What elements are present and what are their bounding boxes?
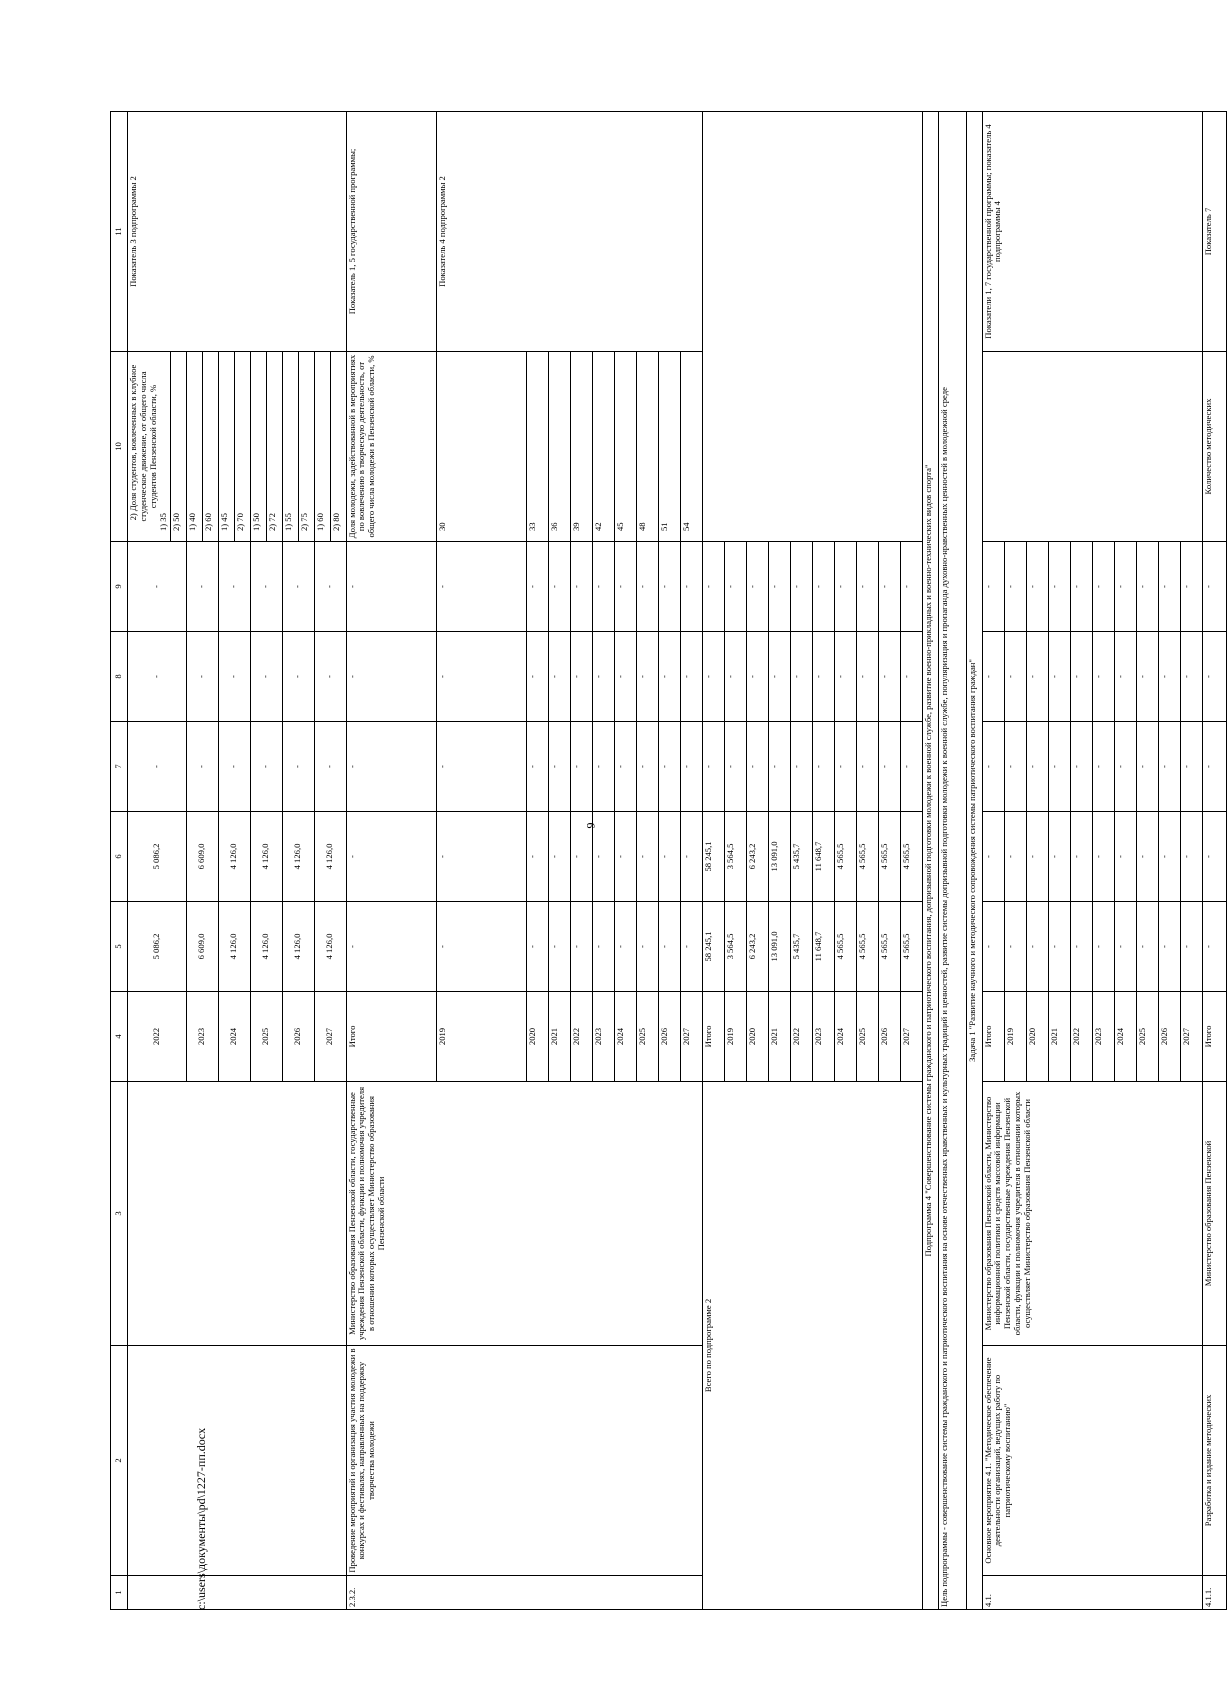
table-row <box>982 112 1004 1610</box>
total-funding-cell: - <box>1136 902 1158 992</box>
column-number: 1 <box>111 1576 128 1610</box>
local-budget-cell: - <box>592 632 614 722</box>
column-number: 2 <box>111 1346 128 1576</box>
regional-budget-cell: - <box>982 812 1004 902</box>
note-cell: Показатель 3 подпрограммы 2 <box>128 112 347 352</box>
federal-budget-cell: - <box>1092 722 1114 812</box>
year-cell: 2021 <box>548 992 570 1082</box>
table-row <box>702 112 724 1610</box>
year-cell: 2024 <box>218 992 250 1082</box>
indicator-value-cell: 42 <box>592 352 614 542</box>
indicator-value-cell: 45 <box>614 352 636 542</box>
total-funding-cell: - <box>636 902 658 992</box>
column-number: 3 <box>111 1082 128 1346</box>
year-cell: 2024 <box>614 992 636 1082</box>
total-funding-cell: - <box>526 902 548 992</box>
federal-budget-cell: - <box>834 722 856 812</box>
total-funding-cell: 5 086,2 <box>128 902 187 992</box>
extrabudgetary-cell: - <box>636 542 658 632</box>
local-budget-cell: - <box>548 632 570 722</box>
column-number: 11 <box>111 112 128 352</box>
column-number: 7 <box>111 722 128 812</box>
year-cell: 2025 <box>636 992 658 1082</box>
extrabudgetary-cell: - <box>614 542 636 632</box>
indicator-name-cell: Доля молодежи, задействованной в мероприятиях по вовлечению в творческую деятельность, от общего числа молодежи в Пензенской области, % <box>346 352 436 542</box>
subprogram-total-label: Всего по подпрограмме 2 <box>702 1082 922 1610</box>
indicator-label: 2) Доля студентов, вовлеченных в клубное студенческое движение, от общего числа студентов Пензенской области, % <box>128 364 158 522</box>
extrabudgetary-cell: - <box>186 542 218 632</box>
total-funding-cell: - <box>1026 902 1048 992</box>
federal-budget-cell: - <box>900 722 922 812</box>
year-cell: 2023 <box>592 992 614 1082</box>
local-budget-cell: - <box>878 632 900 722</box>
year-cell: 2020 <box>746 992 768 1082</box>
regional-budget-cell: 13 091,0 <box>768 812 790 902</box>
indicator-value-cell: 1) 60 <box>314 352 330 542</box>
column-number: 10 <box>111 352 128 542</box>
regional-budget-cell: 4 126,0 <box>314 812 346 902</box>
indicator-value-cell: 2) 70 <box>234 352 250 542</box>
extrabudgetary-cell: - <box>1202 542 1226 632</box>
federal-budget-cell: - <box>186 722 218 812</box>
total-funding-cell: - <box>592 902 614 992</box>
regional-budget-cell: - <box>1048 812 1070 902</box>
regional-budget-cell: - <box>1092 812 1114 902</box>
local-budget-cell: - <box>526 632 548 722</box>
indicator-value-cell: 1) 55 <box>282 352 298 542</box>
page-number: 9 <box>583 822 598 829</box>
regional-budget-cell: - <box>1004 812 1026 902</box>
extrabudgetary-cell: - <box>1136 542 1158 632</box>
total-funding-cell: - <box>346 902 436 992</box>
federal-budget-cell: - <box>1070 722 1092 812</box>
local-budget-cell: - <box>1026 632 1048 722</box>
year-cell: 2025 <box>856 992 878 1082</box>
regional-budget-cell: 4 565,5 <box>878 812 900 902</box>
local-budget-cell: - <box>746 632 768 722</box>
total-funding-cell: 58 245,1 <box>702 902 724 992</box>
extrabudgetary-cell: - <box>982 542 1004 632</box>
year-cell: 2020 <box>526 992 548 1082</box>
column-number: 9 <box>111 542 128 632</box>
regional-budget-cell: 4 565,5 <box>834 812 856 902</box>
local-budget-cell: - <box>1048 632 1070 722</box>
activities-table <box>110 111 1227 1610</box>
row-number-cell: 4.1. <box>982 1576 1202 1610</box>
activity-name-cell <box>128 1346 347 1576</box>
extrabudgetary-cell: - <box>658 542 680 632</box>
federal-budget-cell: - <box>680 722 702 812</box>
table-row <box>922 112 938 1610</box>
total-funding-cell: - <box>1092 902 1114 992</box>
federal-budget-cell: - <box>614 722 636 812</box>
regional-budget-cell: 4 565,5 <box>856 812 878 902</box>
federal-budget-cell: - <box>526 722 548 812</box>
extrabudgetary-cell: - <box>812 542 834 632</box>
regional-budget-cell: 3 564,5 <box>724 812 746 902</box>
table-row <box>966 112 982 1610</box>
table-row <box>128 112 171 1610</box>
local-budget-cell: - <box>790 632 812 722</box>
year-cell: 2026 <box>282 992 314 1082</box>
extrabudgetary-cell: - <box>878 542 900 632</box>
regional-budget-cell: 5 086,2 <box>128 812 187 902</box>
extrabudgetary-cell: - <box>1004 542 1026 632</box>
year-cell: 2019 <box>724 992 746 1082</box>
indicator-name-cell: Количество методических <box>1202 352 1226 542</box>
regional-budget-cell: 6 609,0 <box>186 812 218 902</box>
local-budget-cell: - <box>570 632 592 722</box>
activity-name-cell: Проведение мероприятий и организация участия молодежи в конкурсах и фестивалях, направленных на поддержку творчества молодежи <box>346 1346 702 1576</box>
local-budget-cell: - <box>1004 632 1026 722</box>
extrabudgetary-cell: - <box>1048 542 1070 632</box>
regional-budget-cell: 5 435,7 <box>790 812 812 902</box>
year-cell: 2019 <box>436 992 526 1082</box>
year-cell: 2026 <box>878 992 900 1082</box>
indicator-value-cell: 2) 80 <box>330 352 346 542</box>
table-row <box>346 112 436 1610</box>
extrabudgetary-cell: - <box>128 542 187 632</box>
subprogram-goal: Цель подпрограммы - совершенствование системы гражданского и патриотического воспитания на основе отечественных нравственных и культурных традиций и ценностей, развитие системы допризывной подготовки молодежи к военной службе, популяризация и пропаганда духовно-нравственных ценностей в молодежной среде <box>938 112 966 1610</box>
extrabudgetary-cell: - <box>1070 542 1092 632</box>
year-cell: 2019 <box>1004 992 1026 1082</box>
federal-budget-cell: - <box>1004 722 1026 812</box>
regional-budget-cell: - <box>1158 812 1180 902</box>
federal-budget-cell: - <box>1048 722 1070 812</box>
local-budget-cell: - <box>1180 632 1202 722</box>
year-cell: 2025 <box>250 992 282 1082</box>
federal-budget-cell: - <box>314 722 346 812</box>
local-budget-cell: - <box>680 632 702 722</box>
regional-budget-cell: - <box>658 812 680 902</box>
year-cell: 2021 <box>1048 992 1070 1082</box>
note-cell: Показатели 1, 7 государственной программы; показатель 4 подпрограммы 4 <box>982 112 1202 352</box>
year-cell: 2027 <box>314 992 346 1082</box>
extrabudgetary-cell: - <box>900 542 922 632</box>
year-cell: 2021 <box>768 992 790 1082</box>
total-funding-cell: 3 564,5 <box>724 902 746 992</box>
federal-budget-cell: - <box>658 722 680 812</box>
year-cell: 2022 <box>790 992 812 1082</box>
total-funding-cell: - <box>680 902 702 992</box>
column-number: 6 <box>111 812 128 902</box>
extrabudgetary-cell: - <box>218 542 250 632</box>
federal-budget-cell: - <box>282 722 314 812</box>
executor-cell: Министерство образования Пензенской области, Министерство информационной политики и средств массовой информации Пензенской области, государственные учреждения Пензенской области, функции и полномочия учредителя в отношении которых осуществляет Министерство образования Пензенской области <box>982 1082 1202 1346</box>
federal-budget-cell: - <box>570 722 592 812</box>
year-cell: 2027 <box>900 992 922 1082</box>
column-number: 8 <box>111 632 128 722</box>
year-cell: 2024 <box>834 992 856 1082</box>
extrabudgetary-cell: - <box>1026 542 1048 632</box>
extrabudgetary-cell: - <box>548 542 570 632</box>
indicator-value-cell: 1) 50 <box>250 352 266 542</box>
indicator-value-cell: 54 <box>680 352 702 542</box>
regional-budget-cell: - <box>436 812 526 902</box>
indicator-value-cell: 39 <box>570 352 592 542</box>
extrabudgetary-cell: - <box>1092 542 1114 632</box>
subprogram-title: Подпрограмма 4 "Совершенствование системы гражданского и патриотического воспитания, допризывной подготовки молодежи к военной службе, развитие военно-прикладных и военно-технических видов спорта" <box>922 112 938 1610</box>
total-funding-cell: 4 565,5 <box>878 902 900 992</box>
federal-budget-cell: - <box>702 722 724 812</box>
total-funding-cell: 13 091,0 <box>768 902 790 992</box>
federal-budget-cell: - <box>982 722 1004 812</box>
regional-budget-cell: 4 126,0 <box>282 812 314 902</box>
extrabudgetary-cell: - <box>768 542 790 632</box>
local-budget-cell: - <box>724 632 746 722</box>
total-funding-cell: - <box>1070 902 1092 992</box>
note-cell: Показатель 4 подпрограммы 2 <box>436 112 702 352</box>
local-budget-cell: - <box>1070 632 1092 722</box>
total-funding-cell: 4 565,5 <box>856 902 878 992</box>
local-budget-cell: - <box>856 632 878 722</box>
regional-budget-cell: 4 126,0 <box>218 812 250 902</box>
empty-cell <box>702 112 922 542</box>
extrabudgetary-cell: - <box>436 542 526 632</box>
federal-budget-cell: - <box>346 722 436 812</box>
federal-budget-cell: - <box>436 722 526 812</box>
local-budget-cell: - <box>1114 632 1136 722</box>
federal-budget-cell: - <box>128 722 187 812</box>
extrabudgetary-cell: - <box>680 542 702 632</box>
regional-budget-cell: - <box>1202 812 1226 902</box>
extrabudgetary-cell: - <box>570 542 592 632</box>
local-budget-cell: - <box>346 632 436 722</box>
year-cell: 2022 <box>1070 992 1092 1082</box>
year-cell: Итого <box>982 992 1004 1082</box>
regional-budget-cell: 11 648,7 <box>812 812 834 902</box>
indicator-value-cell: 1) 40 <box>186 352 202 542</box>
year-cell: 2025 <box>1136 992 1158 1082</box>
total-funding-cell: 4 565,5 <box>834 902 856 992</box>
row-number-cell: 2.3.2. <box>346 1576 702 1610</box>
extrabudgetary-cell: - <box>702 542 724 632</box>
activity-name-cell: Разработка и издание методических <box>1202 1346 1226 1576</box>
local-budget-cell: - <box>250 632 282 722</box>
indicator-value-cell: 33 <box>526 352 548 542</box>
indicator-value-cell: 30 <box>436 352 526 542</box>
extrabudgetary-cell: - <box>250 542 282 632</box>
total-funding-cell: - <box>548 902 570 992</box>
extrabudgetary-cell: - <box>834 542 856 632</box>
total-funding-cell: 4 126,0 <box>250 902 282 992</box>
regional-budget-cell: 4 126,0 <box>250 812 282 902</box>
federal-budget-cell: - <box>878 722 900 812</box>
extrabudgetary-cell: - <box>282 542 314 632</box>
regional-budget-cell: - <box>636 812 658 902</box>
year-cell: 2023 <box>1092 992 1114 1082</box>
total-funding-cell: 4 126,0 <box>282 902 314 992</box>
indicator-value-cell: 2) 75 <box>298 352 314 542</box>
extrabudgetary-cell: - <box>314 542 346 632</box>
task-title: Задача 1 "Развитие научного и методического сопровождения системы патриотического воспитания граждан" <box>966 112 982 1610</box>
local-budget-cell: - <box>834 632 856 722</box>
regional-budget-cell: - <box>1180 812 1202 902</box>
extrabudgetary-cell: - <box>346 542 436 632</box>
executor-cell: Министерство образования Пензенской <box>1202 1082 1226 1346</box>
local-budget-cell: - <box>218 632 250 722</box>
total-funding-cell: - <box>982 902 1004 992</box>
local-budget-cell: - <box>1158 632 1180 722</box>
indicator-value-cell: 1) 45 <box>218 352 234 542</box>
extrabudgetary-cell: - <box>1158 542 1180 632</box>
federal-budget-cell: - <box>1180 722 1202 812</box>
extrabudgetary-cell: - <box>592 542 614 632</box>
regional-budget-cell: 6 243,2 <box>746 812 768 902</box>
indicator-value-cell: 51 <box>658 352 680 542</box>
indicator-value-cell: 48 <box>636 352 658 542</box>
regional-budget-cell: 58 245,1 <box>702 812 724 902</box>
total-funding-cell: - <box>1004 902 1026 992</box>
note-cell: Показатель 7 <box>1202 112 1226 352</box>
indicator-value-cell: 36 <box>548 352 570 542</box>
total-funding-cell: - <box>436 902 526 992</box>
total-funding-cell: - <box>658 902 680 992</box>
row-number-cell <box>128 1576 347 1610</box>
year-cell: 2020 <box>1026 992 1048 1082</box>
table-row <box>938 112 966 1610</box>
federal-budget-cell: - <box>1114 722 1136 812</box>
regional-budget-cell: - <box>1114 812 1136 902</box>
federal-budget-cell: - <box>1158 722 1180 812</box>
extrabudgetary-cell: - <box>526 542 548 632</box>
federal-budget-cell: - <box>636 722 658 812</box>
note-cell: Показатель 1, 5 государственной программы; <box>346 112 436 352</box>
regional-budget-cell: 4 565,5 <box>900 812 922 902</box>
regional-budget-cell: - <box>680 812 702 902</box>
total-funding-cell: - <box>1048 902 1070 992</box>
local-budget-cell: - <box>702 632 724 722</box>
federal-budget-cell: - <box>768 722 790 812</box>
regional-budget-cell: - <box>1070 812 1092 902</box>
total-funding-cell: - <box>614 902 636 992</box>
local-budget-cell: - <box>1202 632 1226 722</box>
year-cell: 2022 <box>128 992 187 1082</box>
regional-budget-cell: - <box>570 812 592 902</box>
executor-cell: Министерство образования Пензенской области, государственные учреждения Пензенской области, функции и полномочия учредителя в отношении которых осуществляет Министерство образования Пензенской области <box>346 1082 702 1346</box>
extrabudgetary-cell: - <box>1180 542 1202 632</box>
local-budget-cell: - <box>1092 632 1114 722</box>
regional-budget-cell: - <box>548 812 570 902</box>
regional-budget-cell: - <box>526 812 548 902</box>
total-funding-cell: - <box>1114 902 1136 992</box>
extrabudgetary-cell: - <box>724 542 746 632</box>
federal-budget-cell: - <box>812 722 834 812</box>
local-budget-cell: - <box>436 632 526 722</box>
column-number: 5 <box>111 902 128 992</box>
total-funding-cell: - <box>1180 902 1202 992</box>
federal-budget-cell: - <box>218 722 250 812</box>
year-cell: 2027 <box>1180 992 1202 1082</box>
indicator-value-cell <box>128 352 171 542</box>
extrabudgetary-cell: - <box>1114 542 1136 632</box>
regional-budget-cell: - <box>346 812 436 902</box>
local-budget-cell: - <box>658 632 680 722</box>
year-cell: 2023 <box>186 992 218 1082</box>
year-cell: 2024 <box>1114 992 1136 1082</box>
year-cell: Итого <box>346 992 436 1082</box>
column-number-row <box>111 112 128 1610</box>
total-funding-cell: 11 648,7 <box>812 902 834 992</box>
local-budget-cell: - <box>128 632 187 722</box>
federal-budget-cell: - <box>790 722 812 812</box>
total-funding-cell: 6 609,0 <box>186 902 218 992</box>
total-funding-cell: - <box>570 902 592 992</box>
federal-budget-cell: - <box>724 722 746 812</box>
activity-name-cell: Основное мероприятие 4.1. "Методическое обеспечение деятельности организаций, ведущих работу по патриотическому воспитанию" <box>982 1346 1202 1576</box>
local-budget-cell: - <box>614 632 636 722</box>
year-cell: Итого <box>1202 992 1226 1082</box>
year-cell: 2026 <box>1158 992 1180 1082</box>
regional-budget-cell: - <box>1136 812 1158 902</box>
regional-budget-cell: - <box>614 812 636 902</box>
local-budget-cell: - <box>768 632 790 722</box>
year-cell: 2022 <box>570 992 592 1082</box>
indicator-value-cell: 2) 72 <box>266 352 282 542</box>
row-number-cell: 4.1.1. <box>1202 1576 1226 1610</box>
year-cell: 2026 <box>658 992 680 1082</box>
federal-budget-cell: - <box>548 722 570 812</box>
table-body <box>111 112 1227 1610</box>
local-budget-cell: - <box>982 632 1004 722</box>
local-budget-cell: - <box>186 632 218 722</box>
executor-cell <box>128 1082 347 1346</box>
program-table <box>110 112 1213 1610</box>
federal-budget-cell: - <box>746 722 768 812</box>
local-budget-cell: - <box>1136 632 1158 722</box>
total-funding-cell: 4 126,0 <box>314 902 346 992</box>
column-number: 4 <box>111 992 128 1082</box>
federal-budget-cell: - <box>1202 722 1226 812</box>
local-budget-cell: - <box>636 632 658 722</box>
federal-budget-cell: - <box>1136 722 1158 812</box>
year-cell: 2027 <box>680 992 702 1082</box>
local-budget-cell: - <box>282 632 314 722</box>
total-funding-cell: - <box>1158 902 1180 992</box>
year-cell: 2023 <box>812 992 834 1082</box>
table-row <box>1202 112 1226 1610</box>
federal-budget-cell: - <box>592 722 614 812</box>
federal-budget-cell: - <box>250 722 282 812</box>
local-budget-cell: - <box>900 632 922 722</box>
total-funding-cell: 5 435,7 <box>790 902 812 992</box>
extrabudgetary-cell: - <box>856 542 878 632</box>
total-funding-cell: - <box>1202 902 1226 992</box>
total-funding-cell: 4 126,0 <box>218 902 250 992</box>
extrabudgetary-cell: - <box>746 542 768 632</box>
total-funding-cell: 6 243,2 <box>746 902 768 992</box>
indicator-value: 1) 35 <box>157 513 168 531</box>
year-cell: Итого <box>702 992 724 1082</box>
local-budget-cell: - <box>812 632 834 722</box>
indicator-value-cell: 2) 60 <box>202 352 218 542</box>
indicator-name-cell <box>982 352 1202 542</box>
federal-budget-cell: - <box>856 722 878 812</box>
local-budget-cell: - <box>314 632 346 722</box>
federal-budget-cell: - <box>1026 722 1048 812</box>
footer-file-path: c:\users\документы\pd\1227-пп.docx <box>194 1427 208 1610</box>
regional-budget-cell: - <box>1026 812 1048 902</box>
extrabudgetary-cell: - <box>790 542 812 632</box>
total-funding-cell: 4 565,5 <box>900 902 922 992</box>
regional-budget-cell: - <box>592 812 614 902</box>
indicator-value-cell: 2) 50 <box>170 352 186 542</box>
